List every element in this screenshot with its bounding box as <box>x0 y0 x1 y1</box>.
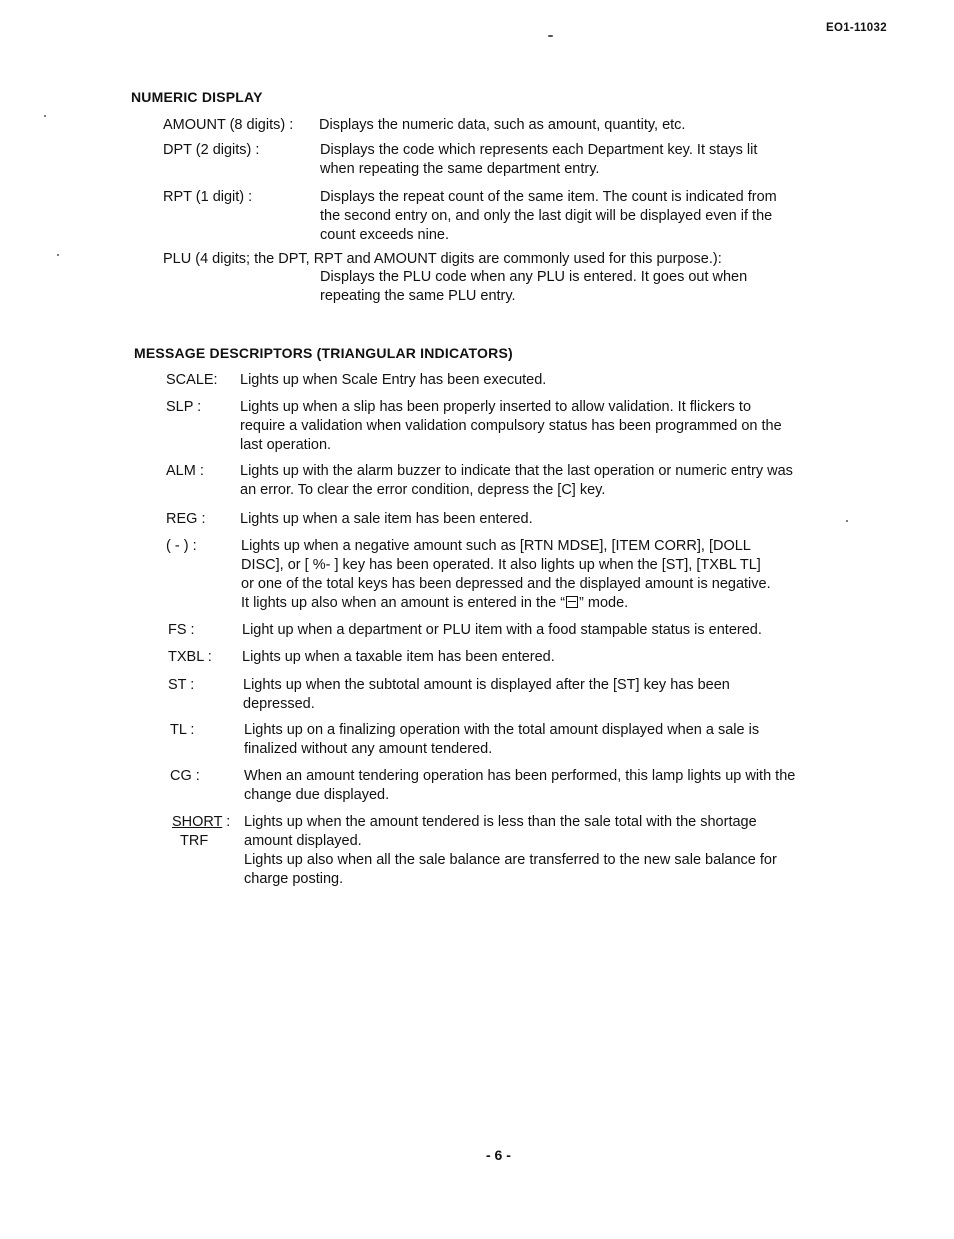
numeric-display-title: NUMERIC DISPLAY <box>131 89 263 105</box>
term-label <box>172 813 230 851</box>
term-label: ST : <box>168 677 195 693</box>
term-label: DPT (2 digits) : <box>163 142 260 158</box>
term-label: RPT (1 digit) : <box>163 189 253 205</box>
description-line: amount displayed. <box>244 833 362 849</box>
description-line: repeating the same PLU entry. <box>320 288 516 304</box>
description-line: Lights up when the amount tendered is less than the sale total with the shortage <box>244 814 757 830</box>
description-line: an error. To clear the error condition, depress the [C] key. <box>240 482 606 498</box>
scan-speck <box>846 520 848 522</box>
description-line: charge posting. <box>244 871 344 887</box>
description-line: Displays the code which represents each Department key. It stays lit <box>320 142 758 158</box>
scan-speck <box>44 115 46 117</box>
description-line: depressed. <box>243 696 315 712</box>
description-line: DISC], or [ %- ] key has been operated. It also lights up when the [ST], [TXBL TL] <box>241 557 761 573</box>
description-line: Displays the repeat count of the same item. The count is indicated from <box>320 189 777 205</box>
term-description <box>240 510 844 529</box>
description-line: Lights up when a negative amount such as [RTN MDSE], [ITEM CORR], [DOLL <box>241 538 751 554</box>
term-description <box>319 116 843 135</box>
term-label: AMOUNT (8 digits) : <box>163 117 294 133</box>
description-line: Lights up with the alarm buzzer to indicate that the last operation or numeric entry was <box>240 463 793 479</box>
term-label: TL : <box>170 722 195 738</box>
description-line: Lights up when a slip has been properly inserted to allow validation. It flickers to <box>240 399 752 415</box>
short-label: SHORT <box>172 814 223 830</box>
term-label: ALM : <box>166 463 204 479</box>
term-description <box>240 462 844 500</box>
term-description <box>240 371 844 390</box>
term-description <box>244 767 848 805</box>
term-description <box>243 676 846 714</box>
page-number: - 6 - <box>486 1147 511 1163</box>
term-label: ( - ) : <box>166 538 197 554</box>
description-line: Displays the numeric data, such as amount, quantity, etc. <box>319 117 686 133</box>
term-label: CG : <box>170 768 200 784</box>
description-line: finalized without any amount tendered. <box>244 741 493 757</box>
term-label: TXBL : <box>168 649 212 665</box>
term-label: SCALE: <box>166 372 218 388</box>
description-line: when repeating the same department entry. <box>320 161 600 177</box>
plu-description <box>320 268 840 306</box>
description-line: Light up when a department or PLU item with a food stampable status is entered. <box>242 622 762 638</box>
description-line <box>241 594 845 613</box>
term-label: SLP : <box>166 399 202 415</box>
term-description <box>242 648 846 667</box>
plu-heading: PLU (4 digits; the DPT, RPT and AMOUNT digits are commonly used for this purpose.): <box>163 251 722 267</box>
description-line: change due displayed. <box>244 787 390 803</box>
term-description <box>320 141 842 179</box>
description-line: When an amount tendering operation has been performed, this lamp lights up with the <box>244 768 796 784</box>
term-description <box>241 537 845 613</box>
term-colon: : <box>222 814 231 830</box>
description-line: Lights up when a taxable item has been entered. <box>242 649 555 665</box>
message-descriptors-title: MESSAGE DESCRIPTORS (TRIANGULAR INDICATORS) <box>134 345 513 361</box>
description-line: Lights up also when all the sale balance are transferred to the new sale balance for <box>244 852 777 868</box>
description-line: count exceeds nine. <box>320 227 449 243</box>
description-line: Lights up when Scale Entry has been executed. <box>240 372 547 388</box>
description-line: Lights up when a sale item has been entered. <box>240 511 533 527</box>
term-description <box>242 621 846 640</box>
description-line: Lights up on a finalizing operation with the total amount displayed when a sale is <box>244 722 760 738</box>
mode-text-post: ” mode. <box>579 595 629 611</box>
term-description <box>244 813 848 889</box>
mode-text-pre: It lights up also when an amount is entered in the “ <box>241 595 566 611</box>
description-line: Lights up when the subtotal amount is displayed after the [ST] key has been <box>243 677 730 693</box>
description-line: or one of the total keys has been depressed and the displayed amount is negative. <box>241 576 771 592</box>
description-line: require a validation when validation compulsory status has been programmed on the <box>240 418 782 434</box>
scan-speck <box>548 35 553 37</box>
term-description <box>320 188 842 245</box>
doc-id: EO1-11032 <box>826 22 887 34</box>
scan-speck <box>57 254 59 256</box>
minus-box-icon <box>566 596 578 608</box>
term-description <box>240 398 844 455</box>
term-description <box>244 721 848 759</box>
term-label: REG : <box>166 511 206 527</box>
description-line: the second entry on, and only the last digit will be displayed even if the <box>320 208 773 224</box>
trf-label: TRF <box>180 833 209 849</box>
description-line: last operation. <box>240 437 332 453</box>
description-line: Displays the PLU code when any PLU is entered. It goes out when <box>320 269 748 285</box>
term-label: FS : <box>168 622 195 638</box>
